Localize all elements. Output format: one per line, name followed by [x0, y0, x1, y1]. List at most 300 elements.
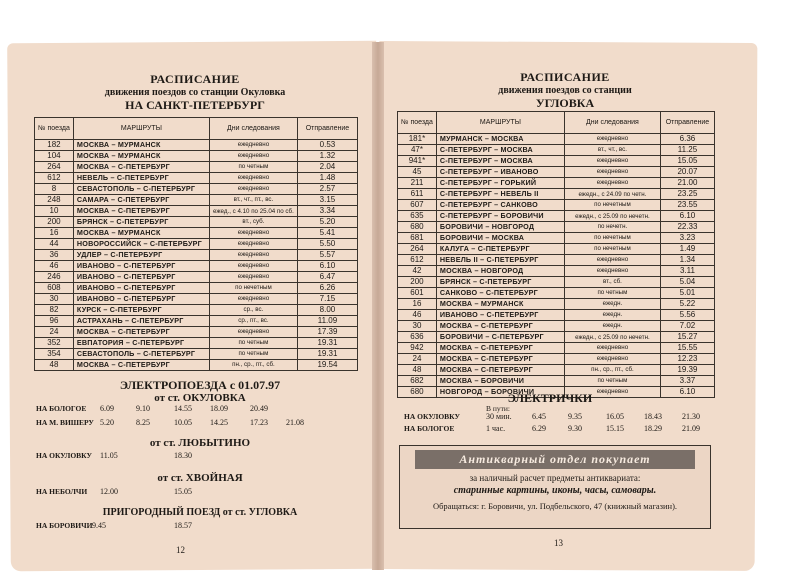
route-cell: МОСКВА – С-ПЕТЕРБУРГ — [73, 206, 209, 217]
route-cell: МОСКВА – БОРОВИЧИ — [436, 376, 564, 387]
departure-time-cell: 1.48 — [297, 173, 357, 184]
departure-time: 9.10 — [136, 404, 150, 413]
departure-time-cell: 5.22 — [660, 299, 714, 310]
departure-time-cell: 19.39 — [660, 365, 714, 376]
route-cell: АСТРАХАНЬ – С-ПЕТЕРБУРГ — [73, 316, 209, 327]
departure-time: 10.05 — [174, 418, 192, 427]
departure-time-cell: 3.37 — [660, 376, 714, 387]
col-departure: Отправление — [297, 118, 357, 140]
days-cell: ежедневно — [209, 250, 297, 261]
elec-trains-title: ЭЛЕКТРОПОЕЗДА с 01.07.97 — [119, 378, 281, 392]
days-cell: по четным — [209, 338, 297, 349]
departure-time: 18.09 — [210, 404, 228, 413]
train-number-cell: 200 — [398, 277, 437, 288]
table-row — [35, 217, 358, 228]
right-header — [430, 70, 700, 111]
okulovka-row-bologoe — [36, 404, 366, 416]
route-cell: МОСКВА – С-ПЕТЕРБУРГ — [73, 360, 209, 371]
train-number-cell: 680 — [398, 222, 437, 233]
duration-value: 1 час. — [486, 424, 506, 433]
departure-time-cell: 3.15 — [297, 195, 357, 206]
route-cell: УДЛЕР – С-ПЕТЕРБУРГ — [73, 250, 209, 261]
col-departure: Отправление — [660, 112, 714, 134]
days-cell: по четным — [564, 288, 660, 299]
departure-time: 9.45 — [92, 521, 106, 530]
train-number-cell: 246 — [35, 272, 74, 283]
train-number-cell: 354 — [35, 349, 74, 360]
departure-time-cell: 2.57 — [297, 184, 357, 195]
train-number-cell: 181* — [398, 134, 437, 145]
train-number-cell: 264 — [398, 244, 437, 255]
days-cell: вт., суб. — [209, 217, 297, 228]
departure-time-cell: 15.55 — [660, 343, 714, 354]
lyubytino-row — [36, 451, 366, 463]
departure-time-cell: 6.10 — [297, 261, 357, 272]
days-cell: ежедневно — [209, 327, 297, 338]
table-row — [35, 140, 358, 151]
departure-time: 9.30 — [568, 424, 582, 433]
table-row — [35, 349, 358, 360]
table-row — [35, 294, 358, 305]
route-cell: С-ПЕТЕРБУРГ – МОСКВА — [436, 156, 564, 167]
table-row — [398, 288, 715, 299]
train-number-cell: 941* — [398, 156, 437, 167]
route-cell: МОСКВА – МУРМАНСК — [73, 151, 209, 162]
table-row — [398, 255, 715, 266]
route-cell: БОРОВИЧИ – НОВГОРОД — [436, 222, 564, 233]
route-cell: С-ПЕТЕРБУРГ – НЕВЕЛЬ II — [436, 189, 564, 200]
route-cell: БОРОВИЧИ – МОСКВА — [436, 233, 564, 244]
route-cell: НОВОРОССИЙСК – С-ПЕТЕРБУРГ — [73, 239, 209, 250]
train-number-cell: 82 — [35, 305, 74, 316]
days-cell: по четным — [564, 376, 660, 387]
days-cell: по четным — [209, 349, 297, 360]
departure-time: 18.43 — [644, 412, 662, 421]
table-row — [398, 299, 715, 310]
train-number-cell: 8 — [35, 184, 74, 195]
book-gutter — [372, 42, 384, 570]
departure-time: 20.49 — [250, 404, 268, 413]
destination-label: НА ОКУЛОВКУ — [404, 412, 460, 421]
departure-time-cell: 11.09 — [297, 316, 357, 327]
col-days: Дни следования — [564, 112, 660, 134]
days-cell: ежедневно — [564, 134, 660, 145]
table-row — [398, 376, 715, 387]
departure-time-cell: 7.15 — [297, 294, 357, 305]
route-cell: БРЯНСК – С-ПЕТЕРБУРГ — [73, 217, 209, 228]
days-cell: ежедн. — [564, 299, 660, 310]
table-row — [35, 239, 358, 250]
departure-time: 5.20 — [100, 418, 114, 427]
ad-line-2: старинные картины, иконы, часы, самовары. — [453, 485, 657, 496]
right-title: РАСПИСАНИЕ — [520, 70, 610, 84]
train-number-cell: 46 — [398, 310, 437, 321]
in-path-label: В пути: — [486, 404, 511, 413]
destination-label: НА БОРОВИЧИ — [36, 521, 93, 530]
train-number-cell: 42 — [398, 266, 437, 277]
days-cell: ежедневно — [209, 184, 297, 195]
departure-time: 15.15 — [606, 424, 624, 433]
table-row — [35, 305, 358, 316]
route-cell: САМАРА – С-ПЕТЕРБУРГ — [73, 195, 209, 206]
days-cell: ежедневно — [209, 261, 297, 272]
departure-time-cell: 20.07 — [660, 167, 714, 178]
train-number-cell: 352 — [35, 338, 74, 349]
route-cell: С-ПЕТЕРБУРГ – САНКОВО — [436, 200, 564, 211]
col-days: Дни следования — [209, 118, 297, 140]
days-cell: вт., сб. — [564, 277, 660, 288]
route-cell: С-ПЕТЕРБУРГ – БОРОВИЧИ — [436, 211, 564, 222]
train-number-cell: 636 — [398, 332, 437, 343]
table-row — [398, 244, 715, 255]
left-header — [60, 72, 330, 113]
table-row — [398, 233, 715, 244]
departure-time: 21.09 — [682, 424, 700, 433]
train-number-cell: 942 — [398, 343, 437, 354]
antique-ad-box — [399, 445, 711, 529]
train-number-cell: 36 — [35, 250, 74, 261]
col-train-number: № поезда — [35, 118, 74, 140]
route-cell: ИВАНОВО – С-ПЕТЕРБУРГ — [73, 294, 209, 305]
table-row — [35, 173, 358, 184]
table-row — [35, 250, 358, 261]
table-row — [398, 156, 715, 167]
days-cell: по нечетным — [564, 244, 660, 255]
route-cell: МОСКВА – С-ПЕТЕРБУРГ — [436, 354, 564, 365]
train-number-cell: 16 — [35, 228, 74, 239]
departure-time: 21.08 — [286, 418, 304, 427]
train-number-cell: 104 — [35, 151, 74, 162]
table-row — [35, 151, 358, 162]
table-row — [398, 167, 715, 178]
train-number-cell: 248 — [35, 195, 74, 206]
departure-time: 9.35 — [568, 412, 582, 421]
departure-time-cell: 5.50 — [297, 239, 357, 250]
khvoynaya-title: от ст. ХВОЙНАЯ — [157, 472, 243, 484]
departure-time-cell: 17.39 — [297, 327, 357, 338]
departure-time-cell: 5.56 — [660, 310, 714, 321]
days-cell: ежедневно — [564, 178, 660, 189]
departure-time-cell: 6.10 — [660, 211, 714, 222]
train-number-cell: 211 — [398, 178, 437, 189]
days-cell: ежедневно — [209, 239, 297, 250]
train-number-cell: 46 — [35, 261, 74, 272]
departure-time: 15.05 — [174, 487, 192, 496]
departure-time-cell: 19.54 — [297, 360, 357, 371]
route-cell: НЕВЕЛЬ – С-ПЕТЕРБУРГ — [73, 173, 209, 184]
table-row — [35, 360, 358, 371]
days-cell: ежедневно — [209, 272, 297, 283]
days-cell: ежедневно — [564, 255, 660, 266]
table-row — [35, 162, 358, 173]
departure-time: 18.30 — [174, 451, 192, 460]
route-cell: ИВАНОВО – С-ПЕТЕРБУРГ — [73, 272, 209, 283]
departure-time: 17.23 — [250, 418, 268, 427]
departure-time-cell: 23.55 — [660, 200, 714, 211]
departure-time: 18.29 — [644, 424, 662, 433]
days-cell: ежедневно — [564, 167, 660, 178]
departure-time-cell: 5.41 — [297, 228, 357, 239]
days-cell: ежедневно — [209, 151, 297, 162]
departure-time-cell: 6.47 — [297, 272, 357, 283]
table-row — [398, 354, 715, 365]
departure-time-cell: 5.04 — [660, 277, 714, 288]
departure-time: 14.25 — [210, 418, 228, 427]
table-row — [35, 206, 358, 217]
departure-time-cell: 5.01 — [660, 288, 714, 299]
table-row — [398, 277, 715, 288]
left-schedule-table — [34, 117, 358, 371]
train-number-cell: 680 — [398, 387, 437, 398]
route-cell: ИВАНОВО – С-ПЕТЕРБУРГ — [436, 310, 564, 321]
train-number-cell: 612 — [35, 173, 74, 184]
departure-time: 14.55 — [174, 404, 192, 413]
departure-time-cell: 22.33 — [660, 222, 714, 233]
table-row — [398, 145, 715, 156]
route-cell: МОСКВА – С-ПЕТЕРБУРГ — [73, 327, 209, 338]
route-cell: МУРМАНСК – МОСКВА — [436, 134, 564, 145]
left-page-number: 12 — [176, 545, 185, 555]
departure-time-cell: 1.32 — [297, 151, 357, 162]
elektrichki-title: ЭЛЕКТРИЧКИ — [507, 391, 593, 405]
ad-line-1: за наличный расчет предметы антиквариата: — [469, 473, 641, 483]
right-page-number: 13 — [554, 538, 563, 548]
departure-time: 11.05 — [100, 451, 118, 460]
route-cell: КУРСК – С-ПЕТЕРБУРГ — [73, 305, 209, 316]
lyubytino-title: от ст. ЛЮБЫТИНО — [149, 437, 251, 449]
departure-time: 6.45 — [532, 412, 546, 421]
elektrichki-row-okulovka — [404, 412, 714, 423]
route-cell: МОСКВА – МУРМАНСК — [436, 299, 564, 310]
route-cell: БРЯНСК – С-ПЕТЕРБУРГ — [436, 277, 564, 288]
okulovka-title: от ст. ОКУЛОВКА — [154, 392, 246, 404]
days-cell: ежедневно — [564, 156, 660, 167]
table-row — [398, 343, 715, 354]
days-cell: пн., ср., пт., сб. — [209, 360, 297, 371]
days-cell: ср., пт., вс. — [209, 316, 297, 327]
ad-line-3: Обращаться: г. Боровичи, ул. Подбельского, 47 (книжный магазин). — [432, 501, 678, 511]
destination-label: НА М. ВИШЕРУ — [36, 418, 94, 427]
elektrichki-row-bologoe — [404, 424, 714, 435]
route-cell: МОСКВА – С-ПЕТЕРБУРГ — [436, 365, 564, 376]
route-cell: МОСКВА – НОВГОРОД — [436, 266, 564, 277]
table-row — [35, 338, 358, 349]
days-cell: по четным — [209, 162, 297, 173]
route-cell: СЕВАСТОПОЛЬ – С-ПЕТЕРБУРГ — [73, 349, 209, 360]
route-cell: МОСКВА – МУРМАНСК — [73, 228, 209, 239]
table-row — [398, 365, 715, 376]
table-row — [35, 316, 358, 327]
table-row — [398, 266, 715, 277]
destination-label: НА НЕБОЛЧИ — [36, 487, 88, 496]
departure-time-cell: 7.02 — [660, 321, 714, 332]
days-cell: ежедневно — [209, 294, 297, 305]
train-number-cell: 48 — [35, 360, 74, 371]
days-cell: ежед., с 4.10 по 25.04 по сб. — [209, 206, 297, 217]
days-cell: ежедневно — [564, 354, 660, 365]
departure-time-cell: 1.49 — [660, 244, 714, 255]
table-row — [398, 321, 715, 332]
departure-time-cell: 5.57 — [297, 250, 357, 261]
departure-time-cell: 23.25 — [660, 189, 714, 200]
departure-time-cell: 5.20 — [297, 217, 357, 228]
departure-time-cell: 1.34 — [660, 255, 714, 266]
okulovka-row-m-vishera — [36, 418, 366, 430]
departure-time-cell: 2.04 — [297, 162, 357, 173]
khvoynaya-row — [36, 487, 366, 499]
days-cell: вт., чт., вс. — [564, 145, 660, 156]
departure-time: 12.00 — [100, 487, 118, 496]
table-row — [35, 327, 358, 338]
days-cell: ежедн. — [564, 321, 660, 332]
departure-time: 8.25 — [136, 418, 150, 427]
train-number-cell: 612 — [398, 255, 437, 266]
route-cell: НОВГОРОД – БОРОВИЧИ — [436, 387, 564, 398]
days-cell: ежедн., с 24.09 по четн. — [564, 189, 660, 200]
departure-time-cell: 0.53 — [297, 140, 357, 151]
train-number-cell: 45 — [398, 167, 437, 178]
days-cell: вт., чт., пт., вс. — [209, 195, 297, 206]
departure-time-cell: 19.31 — [297, 338, 357, 349]
left-subtitle: движения поездов со станции Окуловка — [104, 87, 286, 98]
route-cell: С-ПЕТЕРБУРГ – ИВАНОВО — [436, 167, 564, 178]
route-cell: МОСКВА – С-ПЕТЕРБУРГ — [436, 343, 564, 354]
departure-time-cell: 6.26 — [297, 283, 357, 294]
table-row — [35, 272, 358, 283]
train-number-cell: 44 — [35, 239, 74, 250]
table-row — [35, 261, 358, 272]
right-subtitle: движения поездов со станции — [498, 85, 632, 96]
train-number-cell: 16 — [398, 299, 437, 310]
train-number-cell: 635 — [398, 211, 437, 222]
uglovka-suburban-title: ПРИГОРОДНЫЙ ПОЕЗД от ст. УГЛОВКА — [102, 507, 298, 518]
train-number-cell: 682 — [398, 376, 437, 387]
table-header-row — [35, 118, 358, 140]
train-number-cell: 182 — [35, 140, 74, 151]
destination-label: НА БОЛОГОЕ — [36, 404, 87, 413]
days-cell: ежедн. — [564, 310, 660, 321]
train-number-cell: 48 — [398, 365, 437, 376]
destination-label: НА БОЛОГОЕ — [404, 424, 455, 433]
route-cell: ЕВПАТОРИЯ – С-ПЕТЕРБУРГ — [73, 338, 209, 349]
departure-time-cell: 8.00 — [297, 305, 357, 316]
days-cell: ср., вс. — [209, 305, 297, 316]
departure-time-cell: 11.25 — [660, 145, 714, 156]
table-row — [398, 222, 715, 233]
train-number-cell: 608 — [35, 283, 74, 294]
departure-time: 21.30 — [682, 412, 700, 421]
destination-label: НА ОКУЛОВКУ — [36, 451, 92, 460]
table-row — [398, 189, 715, 200]
days-cell: ежедневно — [209, 228, 297, 239]
route-cell: САНКОВО – С-ПЕТЕРБУРГ — [436, 288, 564, 299]
route-cell: БОРОВИЧИ – С-ПЕТЕРБУРГ — [436, 332, 564, 343]
days-cell: ежедневно — [564, 343, 660, 354]
table-row — [35, 195, 358, 206]
days-cell: по нечетн. — [564, 222, 660, 233]
uglovka-suburban-row — [36, 521, 366, 533]
days-cell: ежедневно — [564, 266, 660, 277]
col-routes: МАРШРУТЫ — [436, 112, 564, 134]
days-cell: по нечетным — [209, 283, 297, 294]
route-cell: МОСКВА – С-ПЕТЕРБУРГ — [73, 162, 209, 173]
departure-time: 16.05 — [606, 412, 624, 421]
table-row — [398, 310, 715, 321]
departure-time-cell: 3.23 — [660, 233, 714, 244]
days-cell: пн., ср., пт., сб. — [564, 365, 660, 376]
right-schedule-table — [397, 111, 715, 398]
train-number-cell: 30 — [398, 321, 437, 332]
days-cell: ежедн., с 25.09 по нечетн. — [564, 332, 660, 343]
days-cell: ежедневно — [209, 140, 297, 151]
route-cell: ИВАНОВО – С-ПЕТЕРБУРГ — [73, 261, 209, 272]
route-cell: С-ПЕТЕРБУРГ – МОСКВА — [436, 145, 564, 156]
route-cell: НЕВЕЛЬ II – С-ПЕТЕРБУРГ — [436, 255, 564, 266]
train-number-cell: 200 — [35, 217, 74, 228]
departure-time-cell: 3.34 — [297, 206, 357, 217]
days-cell: ежедневно — [209, 173, 297, 184]
train-number-cell: 264 — [35, 162, 74, 173]
train-number-cell: 24 — [398, 354, 437, 365]
col-train-number: № поезда — [398, 112, 437, 134]
ad-heading: Антикварный отдел покупает — [415, 450, 695, 469]
departure-time-cell: 12.23 — [660, 354, 714, 365]
col-routes: МАРШРУТЫ — [73, 118, 209, 140]
departure-time-cell: 6.10 — [660, 387, 714, 398]
departure-time: 6.29 — [532, 424, 546, 433]
duration-value: 30 мин. — [486, 412, 512, 421]
route-cell: МОСКВА – С-ПЕТЕРБУРГ — [436, 321, 564, 332]
table-row — [398, 134, 715, 145]
route-cell: КАЛУГА – С-ПЕТЕРБУРГ — [436, 244, 564, 255]
route-cell: С-ПЕТЕРБУРГ – ГОРЬКИЙ — [436, 178, 564, 189]
train-number-cell: 30 — [35, 294, 74, 305]
table-row — [398, 332, 715, 343]
departure-time-cell: 15.05 — [660, 156, 714, 167]
departure-time-cell: 15.27 — [660, 332, 714, 343]
table-row — [35, 228, 358, 239]
right-destination: УГЛОВКА — [535, 96, 595, 110]
train-number-cell: 24 — [35, 327, 74, 338]
route-cell: МОСКВА – МУРМАНСК — [73, 140, 209, 151]
departure-time: 6.09 — [100, 404, 114, 413]
departure-time: 18.57 — [174, 521, 192, 530]
route-cell: ИВАНОВО – С-ПЕТЕРБУРГ — [73, 283, 209, 294]
route-cell: СЕВАСТОПОЛЬ – С-ПЕТЕРБУРГ — [73, 184, 209, 195]
table-row — [398, 200, 715, 211]
train-number-cell: 10 — [35, 206, 74, 217]
train-number-cell: 611 — [398, 189, 437, 200]
departure-time-cell: 3.11 — [660, 266, 714, 277]
departure-time-cell: 6.36 — [660, 134, 714, 145]
table-header-row — [398, 112, 715, 134]
table-row — [398, 178, 715, 189]
departure-time-cell: 21.00 — [660, 178, 714, 189]
table-row — [398, 211, 715, 222]
train-number-cell: 607 — [398, 200, 437, 211]
train-number-cell: 96 — [35, 316, 74, 327]
table-row — [35, 283, 358, 294]
train-number-cell: 601 — [398, 288, 437, 299]
left-destination: НА САНКТ-ПЕТЕРБУРГ — [125, 98, 265, 112]
train-number-cell: 681 — [398, 233, 437, 244]
days-cell: ежедневно — [564, 387, 660, 398]
table-row — [35, 184, 358, 195]
days-cell: ежедн., с 25.09 по нечетн. — [564, 211, 660, 222]
train-number-cell: 47* — [398, 145, 437, 156]
days-cell: по нечетным — [564, 233, 660, 244]
left-title: РАСПИСАНИЕ — [150, 72, 240, 86]
